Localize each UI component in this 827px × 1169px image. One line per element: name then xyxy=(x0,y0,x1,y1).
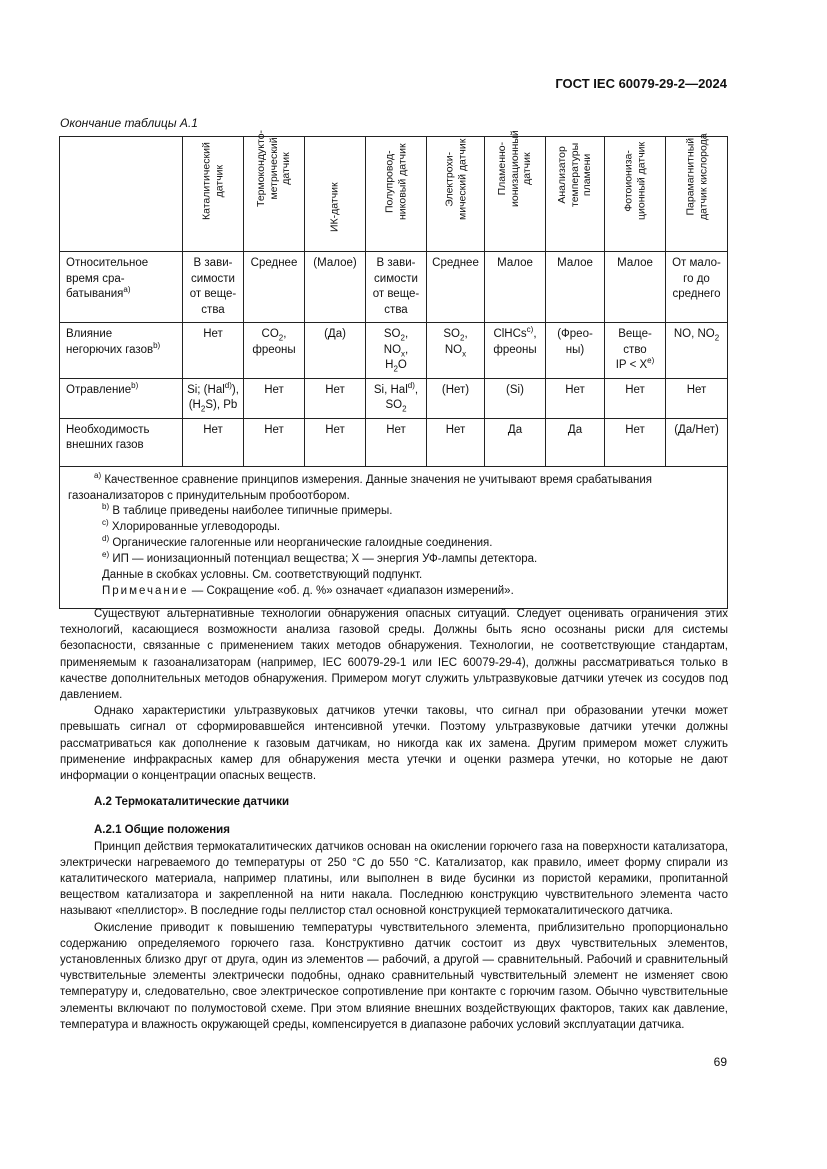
table-cell: (Да) xyxy=(305,323,366,379)
row-label-nonflammable-gases: Влияние негорючих газов$^{b)}$ xyxy=(60,323,183,379)
table-cell: Нет xyxy=(244,418,305,466)
row-label-response-time: Относительное время сра- батывания$^{а)}$ xyxy=(60,252,183,323)
table-row xyxy=(60,418,728,466)
footnote-b: $^{b)}$ В таблице приведены наиболее типичные примеры. xyxy=(102,502,393,518)
table-cell: NO, $NO_2$ xyxy=(666,323,728,379)
table-cell: От мало- го до среднего xyxy=(666,252,728,323)
col-header-paramagnetic: Парамагнитный датчик кислорода xyxy=(683,133,709,220)
table-cell: Нет xyxy=(305,378,366,418)
table-cell: Нет xyxy=(183,323,244,379)
sensor-comparison-table xyxy=(59,130,728,609)
table-cell: Нет xyxy=(183,418,244,466)
table-cell: В зави- симости от веще- ства xyxy=(366,252,427,323)
col-header-flame-temperature: Анализатор температуры пламени xyxy=(556,143,594,208)
table-cell: (Да/Нет) xyxy=(666,418,728,466)
table-cell: Si; (Hal$^{d)}$), $(H_2S)$, Pb xyxy=(183,378,244,418)
col-header-flame-ionization: Пламенно- ионизационный датчик xyxy=(496,130,534,208)
body-text xyxy=(60,606,728,1033)
document-header: ГОСТ IEC 60079-29-2—2024 xyxy=(555,76,727,91)
footnote-e: $^{е)}$ ИП — ионизационный потенциал вещества; Х — энергия УФ-лампы детектора. xyxy=(102,550,538,565)
table-cell: Нет xyxy=(427,418,485,466)
col-header-photoionization: Фотоиониза- ционный датчик xyxy=(622,141,647,220)
table-cell: Нет xyxy=(605,418,666,466)
paragraph: Окисление приводит к повышению температуры чувствительного элемента, приблизительно пропорционально содержанию определяемого горючего газа. Конструктивно датчик состоит из двух чувствительных элементов, установленных близко друг от друга, один из элементов — рабочий, а другой — сравнительный. Рабочий и сравнительный чувствительные элементы электрически подобны, однако сравнительный чувствительный элемент не изменяет свою температуру и, следовательно, свое электрическое сопротивление при контакте с горючим газом. Обычно чувствительные элементы включают по полумостовой схеме. При этом влияние внешних воздействующих факторов, таких как давление, температура и влажность окружающей среды, компенсируется в диапазоне рабочих условий эксплуатации датчика. xyxy=(60,921,728,1031)
row-label-external-gases: Необходимость внешних газов xyxy=(60,418,183,466)
col-header-thermal-conductivity: Термокондукто- метрический датчик xyxy=(255,130,293,208)
table-cell: Веще- ство IP < $X^{е)}$ xyxy=(605,323,666,379)
footnote-d: $^{d)}$ Органические галогенные или неорганические галоидные соединения. xyxy=(102,534,493,550)
table-cell: Нет xyxy=(666,378,728,418)
table-row xyxy=(60,252,728,323)
table-cell: Малое xyxy=(605,252,666,323)
paragraph: Существуют альтернативные технологии обнаружения опасных ситуаций. Следует оценивать ограничения этих технологий, касающиеся возможности анализа газовой среды. Должны быть ясно осознаны риски для системы безопасности, связанные с применением таких методов обнаружения. Технологии, не соответствующие стандартам, применяемым к газоанализаторам (например, IEC 60079-29-1 или IEC 60079-29-4), должны рассматриваться только в качестве дополнительных методов обнаружения. Примером могут служить ультразвуковые датчики утечек из сосудов под давлением. xyxy=(60,608,728,702)
table-cell: $SO_2$, $NO_x$, $H_2O$ xyxy=(366,323,427,379)
col-header-electrochemical: Электрохи- мический датчик xyxy=(442,138,468,220)
col-header-semiconductor: Полупровод- никовый датчик xyxy=(383,143,408,220)
table-cell: Малое xyxy=(485,252,546,323)
header-empty-cell xyxy=(60,137,183,252)
paragraph: Однако характеристики ультразвуковых датчиков утечки таковы, что сигнал при образовании утечки может превышать сигнал от сформировавшейся интенсивной утечки. Поэтому ультразвуковые датчики утечки должны рассматриваться как дополнение к газовым датчикам, но никогда как их замена. Другим примером может служить применение инфракрасных камер для обнаружения места утечки и оценки размера утечки, но которые не дают информации о концентрации опасных веществ. xyxy=(60,705,728,783)
table-cell: Среднее xyxy=(244,252,305,323)
footnote-c: $^{c)}$ Хлорированные углеводороды. xyxy=(102,518,281,534)
table-header-row xyxy=(60,137,728,252)
table-cell: Нет xyxy=(366,418,427,466)
table-footnotes xyxy=(60,466,728,608)
table-cell: (Фрео- ны) xyxy=(546,323,605,379)
paragraph: Принцип действия термокаталитических датчиков основан на окислении горючего газа на поверхности катализатора, электрически нагреваемого до температуры от 250 °С до 550 °С. Катализатор, как правило, имеет форму спирали из каталитического материала, например платины, или выполнен в виде бусинки из пористой керамики, пропитанной веществом катализатора и закрепленной на нити накала. Последнюю конструкцию чувствительного элемента часто называют «пеллистор». В последние годы пеллистор стал основной конструкцией термокаталитического датчика. xyxy=(60,840,728,918)
section-heading-a2: А.2 Термокаталитические датчики xyxy=(94,796,290,809)
table-cell: (Si) xyxy=(485,378,546,418)
table-cell: (Нет) xyxy=(427,378,485,418)
table-cell: Нет xyxy=(244,378,305,418)
col-header-ir: ИК-датчик xyxy=(328,182,341,233)
table-cell: Да xyxy=(546,418,605,466)
table-cell: Малое xyxy=(546,252,605,323)
table-cell: $CO_2$, фреоны xyxy=(244,323,305,379)
footnote-a: $^{а)}$ Качественное сравнение принципов измерения. Данные значения не учитывают время срабатывания газоанализаторов с принудительным пробоотбором. xyxy=(68,470,653,502)
brackets-note: Данные в скобках условны. См. соответствующий подпункт. xyxy=(102,568,423,581)
table-row xyxy=(60,378,728,418)
table-cell: В зави- симости от веще- ства xyxy=(183,252,244,323)
table-cell: Нет xyxy=(605,378,666,418)
table-cell: (Малое) xyxy=(305,252,366,323)
table-cell: Среднее xyxy=(427,252,485,323)
col-header-catalytic: Каталитический датчик xyxy=(200,142,225,220)
table-caption: Окончание таблицы А.1 xyxy=(60,116,198,130)
table-cell: $SO_2$, $NO_x$ xyxy=(427,323,485,379)
table-row xyxy=(60,323,728,379)
table-cell: Нет xyxy=(546,378,605,418)
table-cell: ClHCs$^{c)}$, фреоны xyxy=(485,323,546,379)
page-number: 69 xyxy=(713,1055,727,1069)
table-cell: Да xyxy=(485,418,546,466)
table-notes-row xyxy=(60,466,728,608)
row-label-poisoning: Отравление$^{b)}$ xyxy=(60,378,183,418)
table-cell: Si, Hal$^{d)}$, $SO_2$ xyxy=(366,378,427,418)
table-cell: Нет xyxy=(305,418,366,466)
table-note: Примечание — Сокращение «об. д. %» означает «диапазон измерений». xyxy=(102,584,514,597)
section-heading-a21: А.2.1 Общие положения xyxy=(94,824,230,837)
